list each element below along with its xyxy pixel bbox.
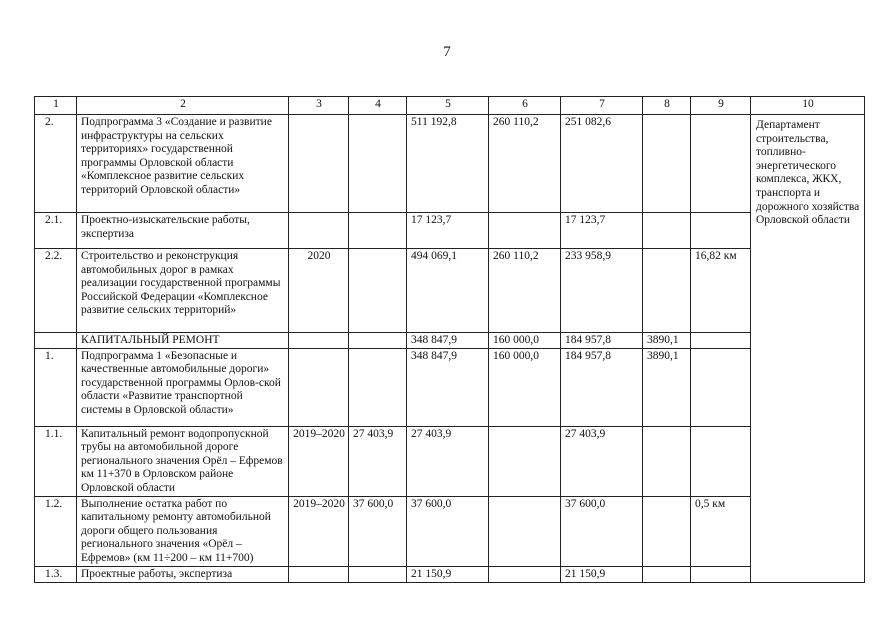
row-number: 1.1.: [35, 426, 77, 496]
page-number: 7: [443, 44, 451, 60]
row-col7: 184 957,8: [561, 348, 643, 426]
row-col9: [691, 348, 751, 426]
row-col8: 3890,1: [643, 333, 691, 349]
row-name: Выполнение остатка работ по капитальному ремонту автомобильной дороги общего пользования регионального значения «Орёл – Ефремов» (км 11÷200 – км 11+700): [77, 496, 289, 566]
row-col8: [643, 115, 691, 213]
row-col8: [643, 426, 691, 496]
row-col5: 511 192,8: [407, 115, 489, 213]
row-number: 2.2.: [35, 249, 77, 333]
table-row: [35, 496, 865, 566]
header-row: [35, 97, 865, 115]
row-number: 1.3.: [35, 566, 77, 582]
row-col5: 37 600,0: [407, 496, 489, 566]
row-col9: [691, 213, 751, 249]
row-period: 2019–2020: [289, 426, 349, 496]
row-col6: 160 000,0: [489, 348, 561, 426]
row-col7: 21 150,9: [561, 566, 643, 582]
row-col7: 27 403,9: [561, 426, 643, 496]
row-col4: [349, 213, 407, 249]
row-col7: 37 600,0: [561, 496, 643, 566]
row-col6: 260 110,2: [489, 115, 561, 213]
row-col7: 17 123,7: [561, 213, 643, 249]
header-cell: 7: [561, 97, 643, 115]
row-period: 2019–2020: [289, 496, 349, 566]
row-name: Капитальный ремонт водопропускной трубы на автомобильной дороге регионального значения Орёл – Ефремов км 11+370 в Орловском районе Орловской области: [77, 426, 289, 496]
row-period: 2020: [289, 249, 349, 333]
row-col7: 184 957,8: [561, 333, 643, 349]
row-name: Подпрограмма 1 «Безопасные и качественные автомобильные дороги» государственной программы Орлов-ской области «Развитие транспортной системы в Орловской области»: [77, 348, 289, 426]
row-col4: [349, 566, 407, 582]
row-number: 2.1.: [35, 213, 77, 249]
row-period: [289, 333, 349, 349]
row-col8: [643, 249, 691, 333]
row-number: [35, 333, 77, 349]
table-row: [35, 213, 865, 249]
row-col5: 348 847,9: [407, 348, 489, 426]
row-col5: 348 847,9: [407, 333, 489, 349]
table-row: [35, 566, 865, 582]
document-table: [34, 96, 865, 583]
header-cell: 2: [77, 97, 289, 115]
header-cell: 9: [691, 97, 751, 115]
row-name: Проектные работы, экспертиза: [77, 566, 289, 582]
row-col6: 160 000,0: [489, 333, 561, 349]
row-col6: 260 110,2: [489, 249, 561, 333]
row-name: Подпрограмма 3 «Создание и развитие инфраструктуры на сельских территориях» государственной программы Орловской области «Комплексное развитие сельских территорий Орловской области»: [77, 115, 289, 213]
row-period: [289, 213, 349, 249]
row-col9: 16,82 км: [691, 249, 751, 333]
row-col6: [489, 426, 561, 496]
row-col4: [349, 115, 407, 213]
row-col6: [489, 566, 561, 582]
row-col6: [489, 213, 561, 249]
row-col8: 3890,1: [643, 348, 691, 426]
header-cell: 8: [643, 97, 691, 115]
header-cell: 10: [751, 97, 865, 115]
row-col8: [643, 496, 691, 566]
table-row: [35, 348, 865, 426]
row-col9: [691, 426, 751, 496]
row-name: КАПИТАЛЬНЫЙ РЕМОНТ: [77, 333, 289, 349]
row-name: Проектно-изыскательские работы, экспертиза: [77, 213, 289, 249]
row-col7: 233 958,9: [561, 249, 643, 333]
header-cell: 6: [489, 97, 561, 115]
row-name: Строительство и реконструкция автомобильных дорог в рамках реализации государственной программы Российской Федерации «Комплексное развитие сельских территорий»: [77, 249, 289, 333]
row-col5: 17 123,7: [407, 213, 489, 249]
row-col9: [691, 115, 751, 213]
row-col4: [349, 249, 407, 333]
row-col9: 0,5 км: [691, 496, 751, 566]
row-col6: [489, 496, 561, 566]
row-col4: 37 600,0: [349, 496, 407, 566]
row-col8: [643, 566, 691, 582]
row-col4: 27 403,9: [349, 426, 407, 496]
row-col4: [349, 333, 407, 349]
department-cell: Департамент строительства, топливно-энергетического комплекса, ЖКХ, транспорта и дорожного хозяйства Орловской области: [751, 115, 865, 583]
table-row: [35, 426, 865, 496]
row-col5: 21 150,9: [407, 566, 489, 582]
row-period: [289, 348, 349, 426]
row-col5: 494 069,1: [407, 249, 489, 333]
row-col9: [691, 333, 751, 349]
table-row: [35, 333, 865, 349]
row-number: 1.: [35, 348, 77, 426]
row-col8: [643, 213, 691, 249]
row-col4: [349, 348, 407, 426]
header-cell: 5: [407, 97, 489, 115]
row-col5: 27 403,9: [407, 426, 489, 496]
row-number: 2.: [35, 115, 77, 213]
header-cell: 1: [35, 97, 77, 115]
table-row: [35, 115, 865, 213]
row-period: [289, 115, 349, 213]
header-cell: 3: [289, 97, 349, 115]
row-number: 1.2.: [35, 496, 77, 566]
header-cell: 4: [349, 97, 407, 115]
row-col9: [691, 566, 751, 582]
row-col7: 251 082,6: [561, 115, 643, 213]
table-row: [35, 249, 865, 333]
row-period: [289, 566, 349, 582]
